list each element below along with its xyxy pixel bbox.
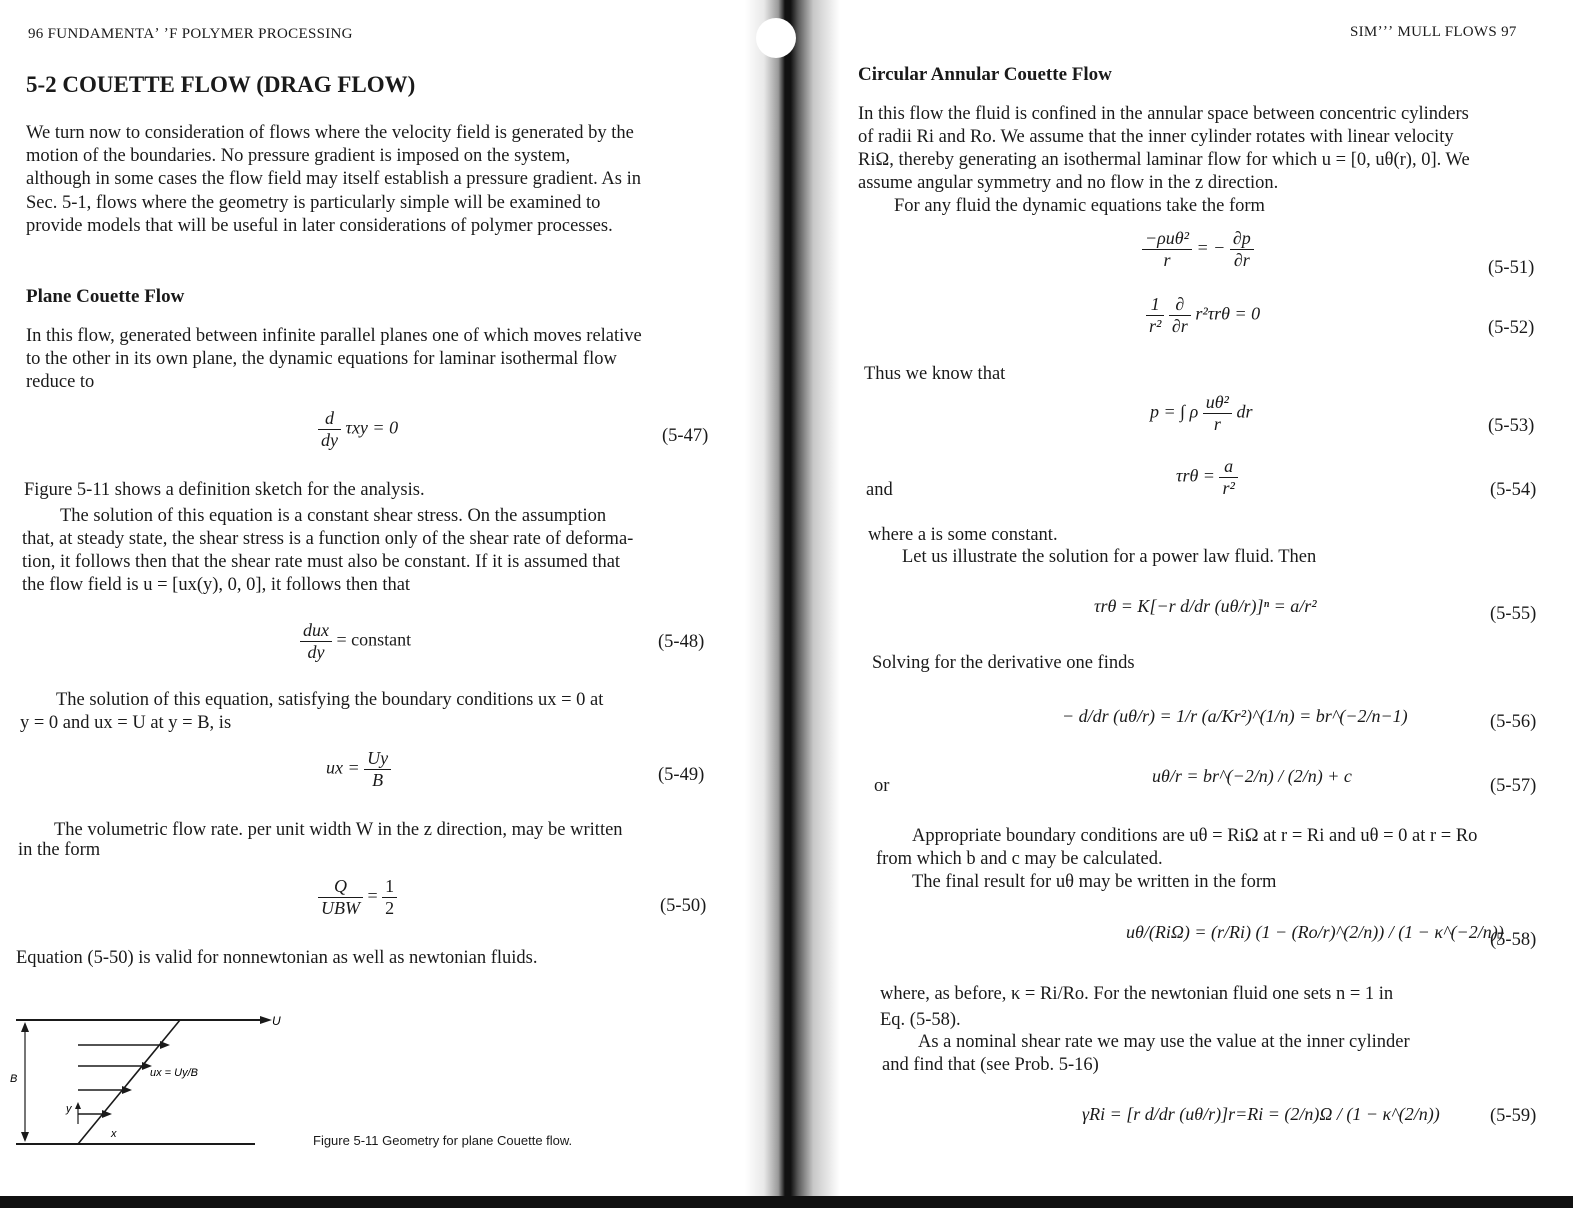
label-u: U (272, 1014, 281, 1028)
subsection-heading: Circular Annular Couette Flow (858, 64, 1112, 85)
equation-number: (5-47) (662, 426, 709, 446)
equation-number: (5-53) (1488, 416, 1535, 436)
text-line: where, as before, κ = Ri/Ro. For the newtonian fluid one sets n = 1 in (880, 984, 1394, 1004)
arrow-up (21, 1022, 29, 1032)
text-line: assume angular symmetry and no flow in the z direction. (858, 173, 1279, 193)
velocity-arrow-head (122, 1086, 132, 1094)
text-line: that, at steady state, the shear stress is a function only of the shear rate of deforma- (22, 529, 634, 549)
text-line: The solution of this equation, satisfying the boundary conditions ux = 0 at (56, 690, 604, 710)
text-line: Equation (5-50) is valid for nonnewtonian as well as newtonian fluids. (16, 948, 538, 968)
label-y: y (66, 1103, 72, 1115)
text-line: The volumetric flow rate. per unit width W in the z direction, may be written (54, 820, 623, 840)
text-line: In this flow, generated between infinite parallel planes one of which moves relative (26, 326, 642, 346)
text-line: As a nominal shear rate we may use the value at the inner cylinder (918, 1032, 1410, 1052)
text-line: We turn now to consideration of flows where the velocity field is generated by the (26, 123, 634, 143)
equation-5-59: γ̇Ri = [r d/dr (uθ/r)]r=Ri = (2/n)Ω / (1 − κ^(2/n)) (1082, 1104, 1440, 1124)
equation-5-48: $\frac{\text{dux}}{dy}$ = constant (300, 620, 411, 663)
equation-number: (5-58) (1490, 930, 1537, 950)
right-page (840, 0, 1573, 1208)
equation-5-55: τrθ = K[−r d/dr (uθ/r)]ⁿ = a/r² (1094, 596, 1317, 616)
equation-number: (5-54) (1490, 480, 1537, 500)
text-line: tion, it follows then that the shear rate must also be constant. If it is assumed that (22, 552, 621, 572)
text-line: y = 0 and ux = U at y = B, is (20, 713, 232, 733)
text-line: motion of the boundaries. No pressure gradient is imposed on the system, (26, 146, 571, 166)
text-line: Eq. (5-58). (880, 1010, 961, 1030)
equation-number: (5-51) (1488, 258, 1535, 278)
velocity-profile (78, 1020, 180, 1144)
text-line: and (866, 480, 893, 500)
equation-5-50: $\frac{Q}{\text{UBW}}$ = $\frac{1}{2}$ (318, 876, 397, 919)
equation-5-47: $\frac{d}{dy}$ τxy = 0 (318, 408, 398, 451)
text-line: Let us illustrate the solution for a power law fluid. Then (902, 547, 1317, 567)
couette-flow-figure (10, 1010, 300, 1160)
equation-5-56: − d/dr (uθ/r) = 1/r (a/Kr²)^(1/n) = br^(−2/n−1) (1062, 706, 1408, 726)
text-line: to the other in its own plane, the dynamic equations for laminar isothermal flow (26, 349, 617, 369)
equation-number: (5-55) (1490, 604, 1537, 624)
equation-5-53: p = ∫ ρ $\frac{\text{uθ²}}{r}$ dr (1150, 392, 1253, 434)
text-line: Thus we know that (864, 364, 1006, 384)
page-header-left: 96 FUNDAMENTAʼ ʼF POLYMER PROCESSING (28, 26, 353, 42)
label-b: B (10, 1073, 18, 1085)
text-line: and find that (see Prob. 5-16) (882, 1055, 1099, 1075)
scan-edge (0, 1196, 1573, 1208)
text-line: the flow field is u = [ux(y), 0, 0], it follows then that (22, 575, 411, 595)
equation-5-49: ux = $\frac{Uy}{B}$ (326, 748, 391, 791)
text-line: Appropriate boundary conditions are uθ = RiΩ at r = Ri and uθ = 0 at r = Ro (912, 826, 1478, 846)
equation-number: (5-57) (1490, 776, 1537, 796)
subsection-heading: Plane Couette Flow (26, 286, 185, 307)
equation-number: (5-52) (1488, 318, 1535, 338)
binding-hole (756, 18, 796, 58)
label-profile: ux = Uy/B (150, 1067, 198, 1079)
equation-5-58: uθ/(RiΩ) = (r/Ri) (1 − (Ro/r)^(2/n)) / (1 − κ^(−2/n)) (1126, 922, 1504, 942)
equation-5-51: $\frac{\text{−ρuθ²}}{r}$ = − $\frac{\partial p}{\partial r}$ (1142, 228, 1254, 271)
equation-number: (5-48) (658, 632, 705, 652)
arrow-down (21, 1132, 29, 1142)
equation-5-54: τrθ = $\frac{a}{\text{r²}}$ (1176, 456, 1238, 499)
text-line: In this flow the fluid is confined in the annular space between concentric cylinders (858, 104, 1469, 124)
label-x: x (111, 1128, 117, 1140)
equation-5-52: $\frac{1}{\text{r²}}$ $\frac{\partial}{\partial r}$ r²τrθ = 0 (1146, 294, 1260, 337)
equation-number: (5-56) (1490, 712, 1537, 732)
text-line: The solution of this equation is a constant shear stress. On the assumption (60, 506, 607, 526)
text-line: provide models that will be useful in later considerations of polymer processes. (26, 216, 613, 236)
left-page (0, 0, 745, 1208)
text-line: where a is some constant. (868, 525, 1058, 545)
text-line: RiΩ, thereby generating an isothermal laminar flow for which u = [0, uθ(r), 0]. We (858, 150, 1470, 170)
equation-5-57: uθ/r = br^(−2/n) / (2/n) + c (1152, 766, 1352, 786)
text-line: Figure 5-11 shows a definition sketch for the analysis. (24, 480, 425, 500)
velocity-arrow-head (160, 1041, 170, 1049)
text-line: or (874, 776, 890, 796)
velocity-arrow-head (102, 1110, 112, 1118)
equation-number: (5-49) (658, 765, 705, 785)
text-line: For any fluid the dynamic equations take the form (894, 196, 1265, 216)
equation-number: (5-59) (1490, 1106, 1537, 1126)
text-line: Solving for the derivative one finds (872, 653, 1135, 673)
figure-caption: Figure 5-11 Geometry for plane Couette flow. (313, 1133, 573, 1148)
text-line: Sec. 5-1, flows where the geometry is particularly simple will be examined to (26, 193, 601, 213)
text-line: of radii Ri and Ro. We assume that the inner cylinder rotates with linear velocity (858, 127, 1454, 147)
text-line: reduce to (26, 372, 95, 392)
y-axis-head (75, 1102, 81, 1109)
text-line: in the form (18, 840, 101, 860)
plate-arrow (260, 1016, 272, 1024)
text-line: from which b and c may be calculated. (876, 849, 1163, 869)
page-header-right: SIMʼʼʼ MULL FLOWS 97 (1350, 24, 1517, 40)
text-line: The final result for uθ may be written in the form (912, 872, 1277, 892)
equation-number: (5-50) (660, 896, 707, 916)
section-title: 5-2 COUETTE FLOW (DRAG FLOW) (26, 72, 416, 97)
text-line: although in some cases the flow field may itself establish a pressure gradient. As in (26, 169, 641, 189)
book-gutter (745, 0, 840, 1208)
